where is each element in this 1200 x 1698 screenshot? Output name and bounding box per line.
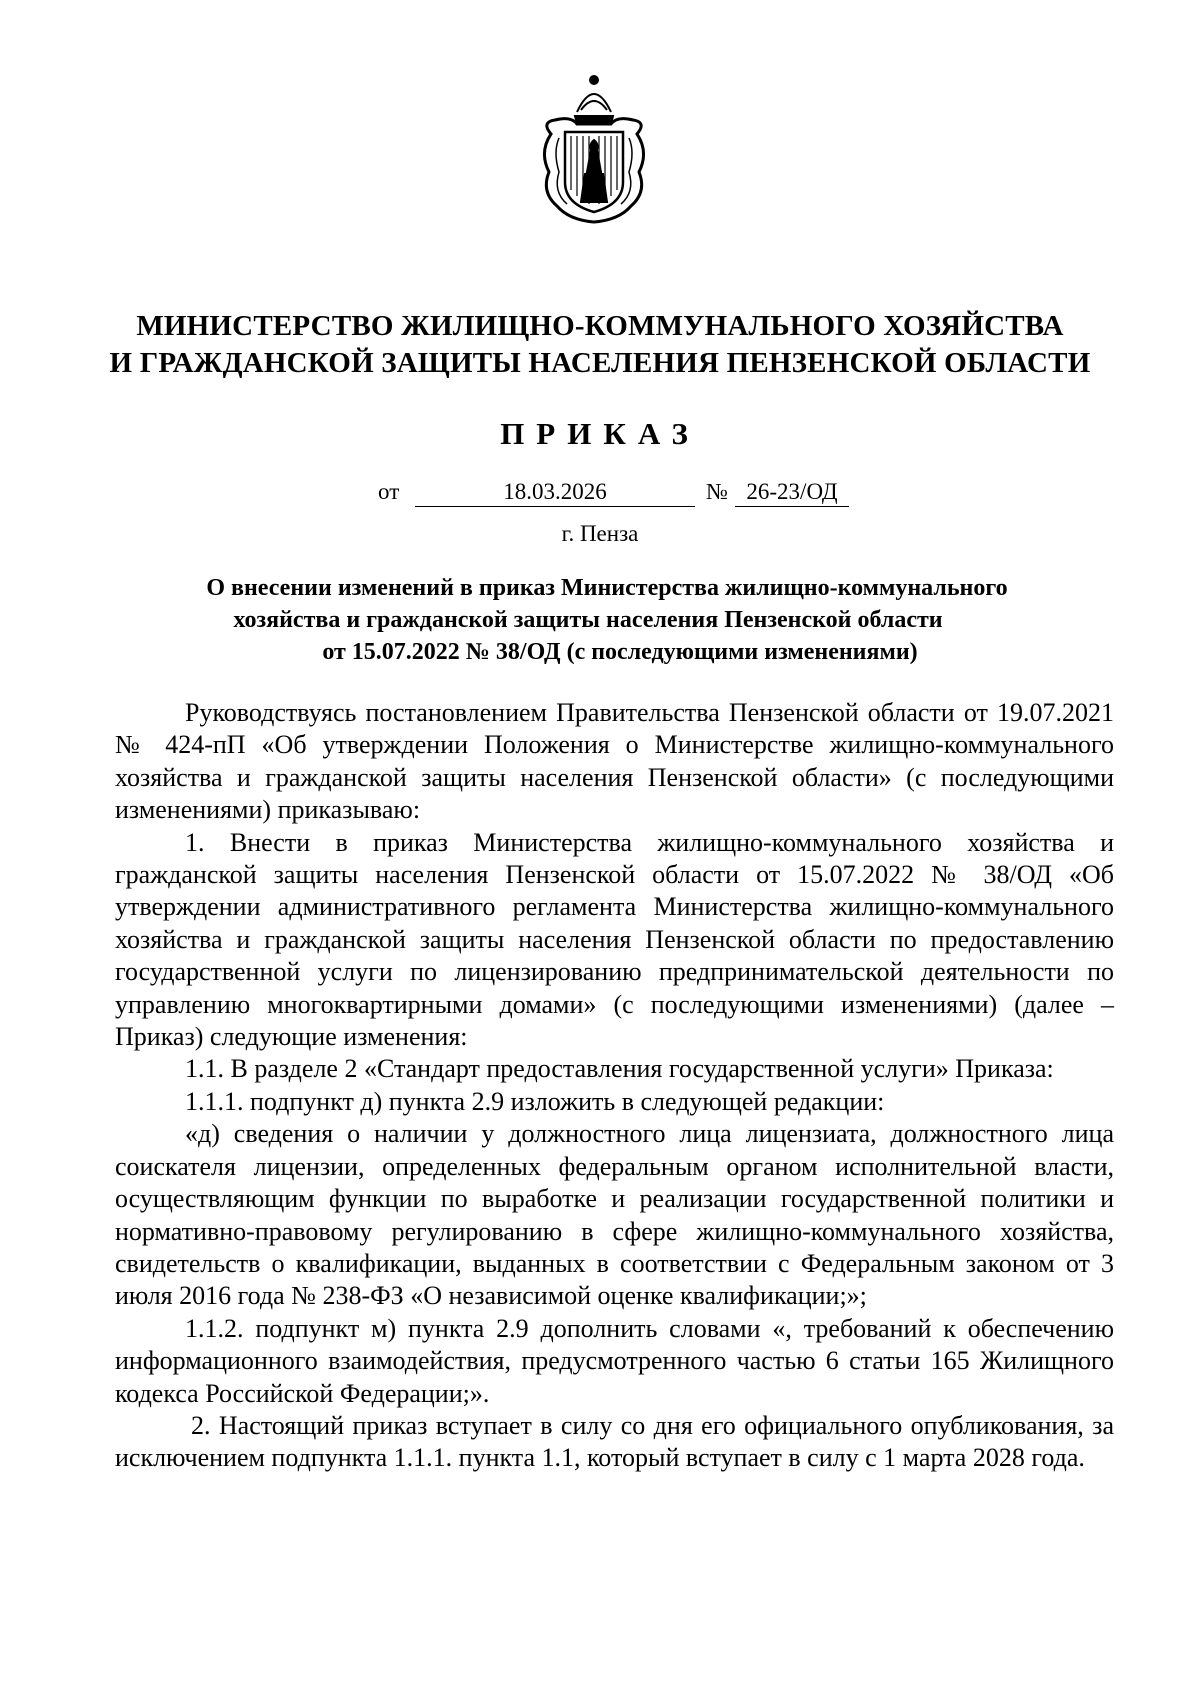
paragraph-preamble: Руководствуясь постановлением Правительства Пензенской области от 19.07.2021 № 424-пП «Об утверждении Положения о Министерстве жилищно-коммунального хозяйства и гражданской защиты населения Пензенской области» (с последующими изменениями) приказываю: [115, 698, 1114, 825]
document-date: 18.03.2026 [415, 478, 695, 507]
ministry-name-line1: МИНИСТЕРСТВО ЖИЛИЩНО-КОММУНАЛЬНОГО ХОЗЯЙСТВА [136, 310, 1064, 342]
document-body [115, 697, 1114, 1475]
paragraph-item-1-1: 1.1. В разделе 2 «Стандарт предоставления государственной услуги» Приказа: [185, 1054, 1054, 1084]
coat-of-arms-icon [531, 72, 657, 224]
paragraph-new-wording: «д) сведения о наличии у должностного лица лицензиата, должностного лица соискателя лицензии, определенных федеральным органом исполнительной власти, осуществляющим функции по выработке и реализации государственной политики и нормативно-правовому регулированию в сфере жилищно-коммунального хозяйства, свидетельств о квалификации, выданных в соответствии с Федеральным законом от 3 июля 2016 года № 238-ФЗ «О независимой оценке квалификации;»; [115, 1119, 1114, 1311]
paragraph-item-1: 1. Внести в приказ Министерства жилищно-коммунального хозяйства и гражданской защиты населения Пензенской области от 15.07.2022 № 38/ОД «Об утверждении административного регламента Министерства жилищно-коммунального хозяйства и гражданской защиты населения Пензенской области по предоставлению государственной услуги по лицензированию предпринимательской деятельности по управлению многоквартирными домами» (с последующими изменениями) (далее – Приказ) следующие изменения: [115, 827, 1114, 1052]
subject-line2: хозяйства и гражданской защиты населения Пензенской области [233, 607, 943, 633]
number-label: № [706, 479, 728, 504]
document-number: 26-23/ОД [735, 478, 849, 507]
document-city: г. Пенза [561, 521, 639, 546]
subject-line3: от 15.07.2022 № 38/ОД (с последующими изменениями) [322, 639, 918, 665]
paragraph-item-1-1-2: 1.1.2. подпункт м) пункта 2.9 дополнить словами «, требований к обеспечению информационного взаимодействия, предусмотренного частью 6 статьи 165 Жилищного кодекса Российской Федерации;». [115, 1313, 1114, 1408]
paragraph-item-2: 2. Настоящий приказ вступает в силу со дня его официального опубликования, за исключением подпункта 1.1.1. пункта 1.1, который вступает в силу с 1 марта 2028 года. [115, 1410, 1114, 1473]
ministry-name-line2: И ГРАЖДАНСКОЙ ЗАЩИТЫ НАСЕЛЕНИЯ ПЕНЗЕНСКОЙ ОБЛАСТИ [109, 347, 1091, 379]
paragraph-item-1-1-1: 1.1.1. подпункт д) пункта 2.9 изложить в следующей редакции: [185, 1086, 885, 1116]
document-type-title: ПРИКАЗ [500, 416, 700, 451]
date-label: от [378, 479, 400, 504]
subject-line1: О внесении изменений в приказ Министерства жилищно-коммунального [206, 575, 1008, 601]
